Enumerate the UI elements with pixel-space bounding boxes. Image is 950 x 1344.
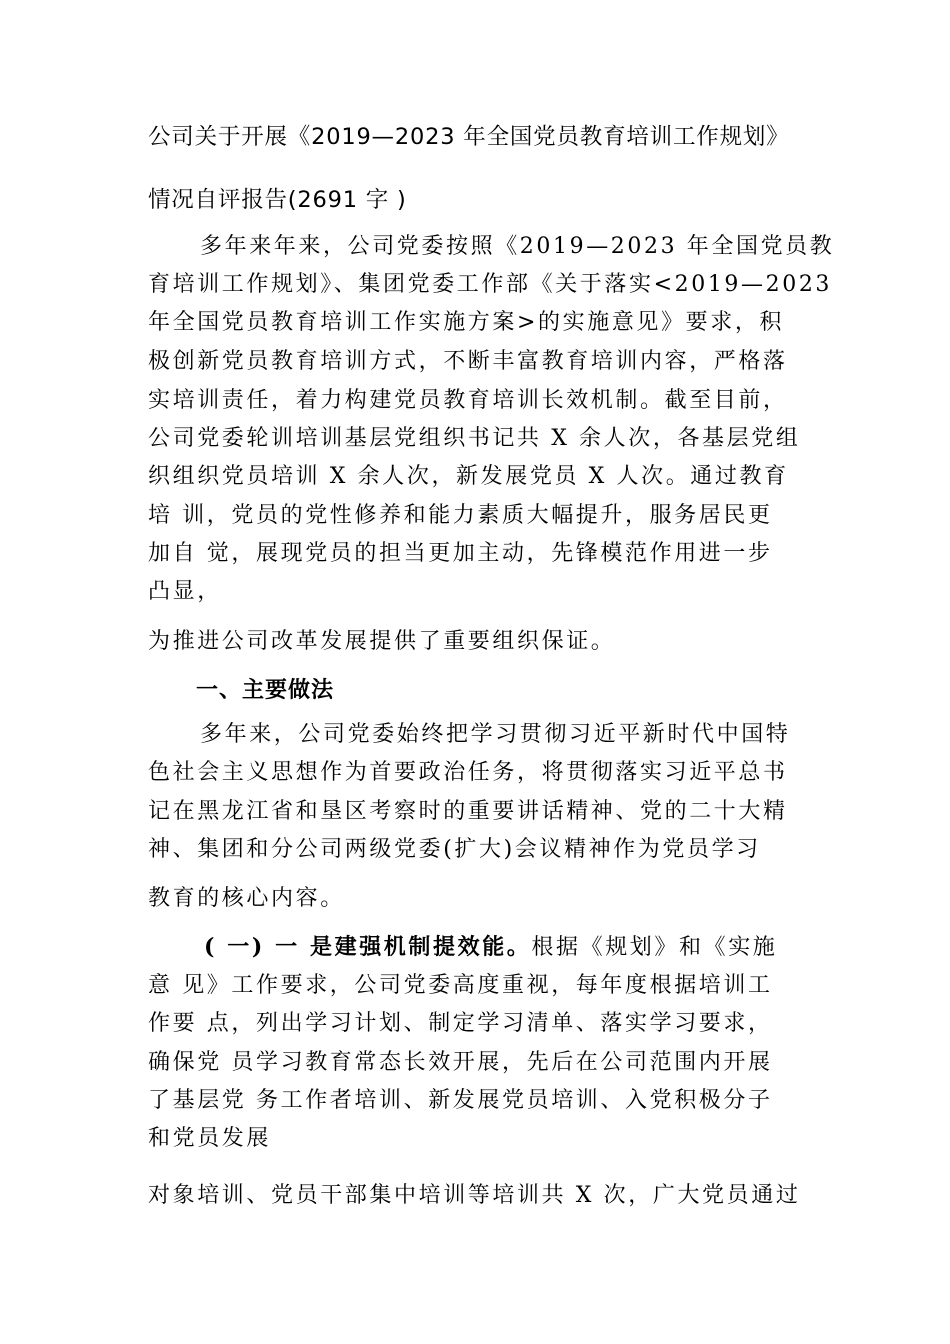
intro-line: 极创新党员教育培训方式，不断丰富教育培训内容，严格落 [148,349,788,374]
subsection-first-line [204,932,777,963]
section-paragraph-line: 神、集团和分公司两级党委(扩大)会议精神作为党员学习 [148,837,761,862]
intro-line: 公司党委轮训培训基层党组织书记共 X 余人次，各基层党组 [148,426,801,451]
intro-line: 培 训，党员的党性修养和能力素质大幅提升，服务居民更 [148,503,773,528]
intro-tail-line: 为推进公司改革发展提供了重要组织保证。 [148,629,616,654]
subsection-heading: ( 一) 一 是建强机制提效能。 [204,934,532,960]
subsection-line: 确保党 员学习教育常态长效开展，先后在公司范围内开展 [148,1050,773,1075]
document-title-line-1: 公司关于开展《2019—2023 年全国党员教育培训工作规划》 [148,124,790,150]
section-paragraph-line: 多年来，公司党委始终把学习贯彻习近平新时代中国特 [200,722,791,747]
subsection-line: 意 见》工作要求，公司党委高度重视，每年度根据培训工 [148,973,773,998]
section-paragraph-line: 记在黑龙江省和垦区考察时的重要讲话精神、党的二十大精 [148,799,788,824]
section-paragraph-line: 色社会主义思想作为首要政治任务，将贯彻落实习近平总书 [148,760,788,785]
intro-line: 育培训工作规划》、集团党委工作部《关于落实<2019—2023 [148,272,833,297]
section-heading: 一、主要做法 [196,678,335,703]
intro-line: 实培训责任，着力构建党员教育培训长效机制。截至目前， [148,388,788,413]
subsection-line: 和党员发展 [148,1126,272,1151]
intro-line: 凸显， [148,579,222,604]
intro-line: 织组织党员培训 X 余人次，新发展党员 X 人次。通过教育 [148,464,789,489]
document-title-line-2: 情况自评报告(2691 字 ) [148,187,407,213]
subsection-first-text: 根据《规划》和《实施 [531,935,778,960]
section-tail-line: 教育的核心内容。 [148,886,345,911]
subsection-line: 作要 点，列出学习计划、制定学习清单、落实学习要求， [148,1011,773,1036]
subsection-line: 了基层党 务工作者培训、新发展党员培训、入党积极分子 [148,1088,773,1113]
intro-line: 年全国党员教育培训工作实施方案>的实施意见》要求，积 [148,310,785,335]
intro-line: 多年来年来，公司党委按照《2019—2023 年全国党员教 [200,234,835,259]
subsection-tail-line: 对象培训、党员干部集中培训等培训共 X 次，广大党员通过 [148,1183,801,1208]
intro-line: 加自 觉，展现党员的担当更加主动，先锋模范作用进一步 [148,541,773,566]
